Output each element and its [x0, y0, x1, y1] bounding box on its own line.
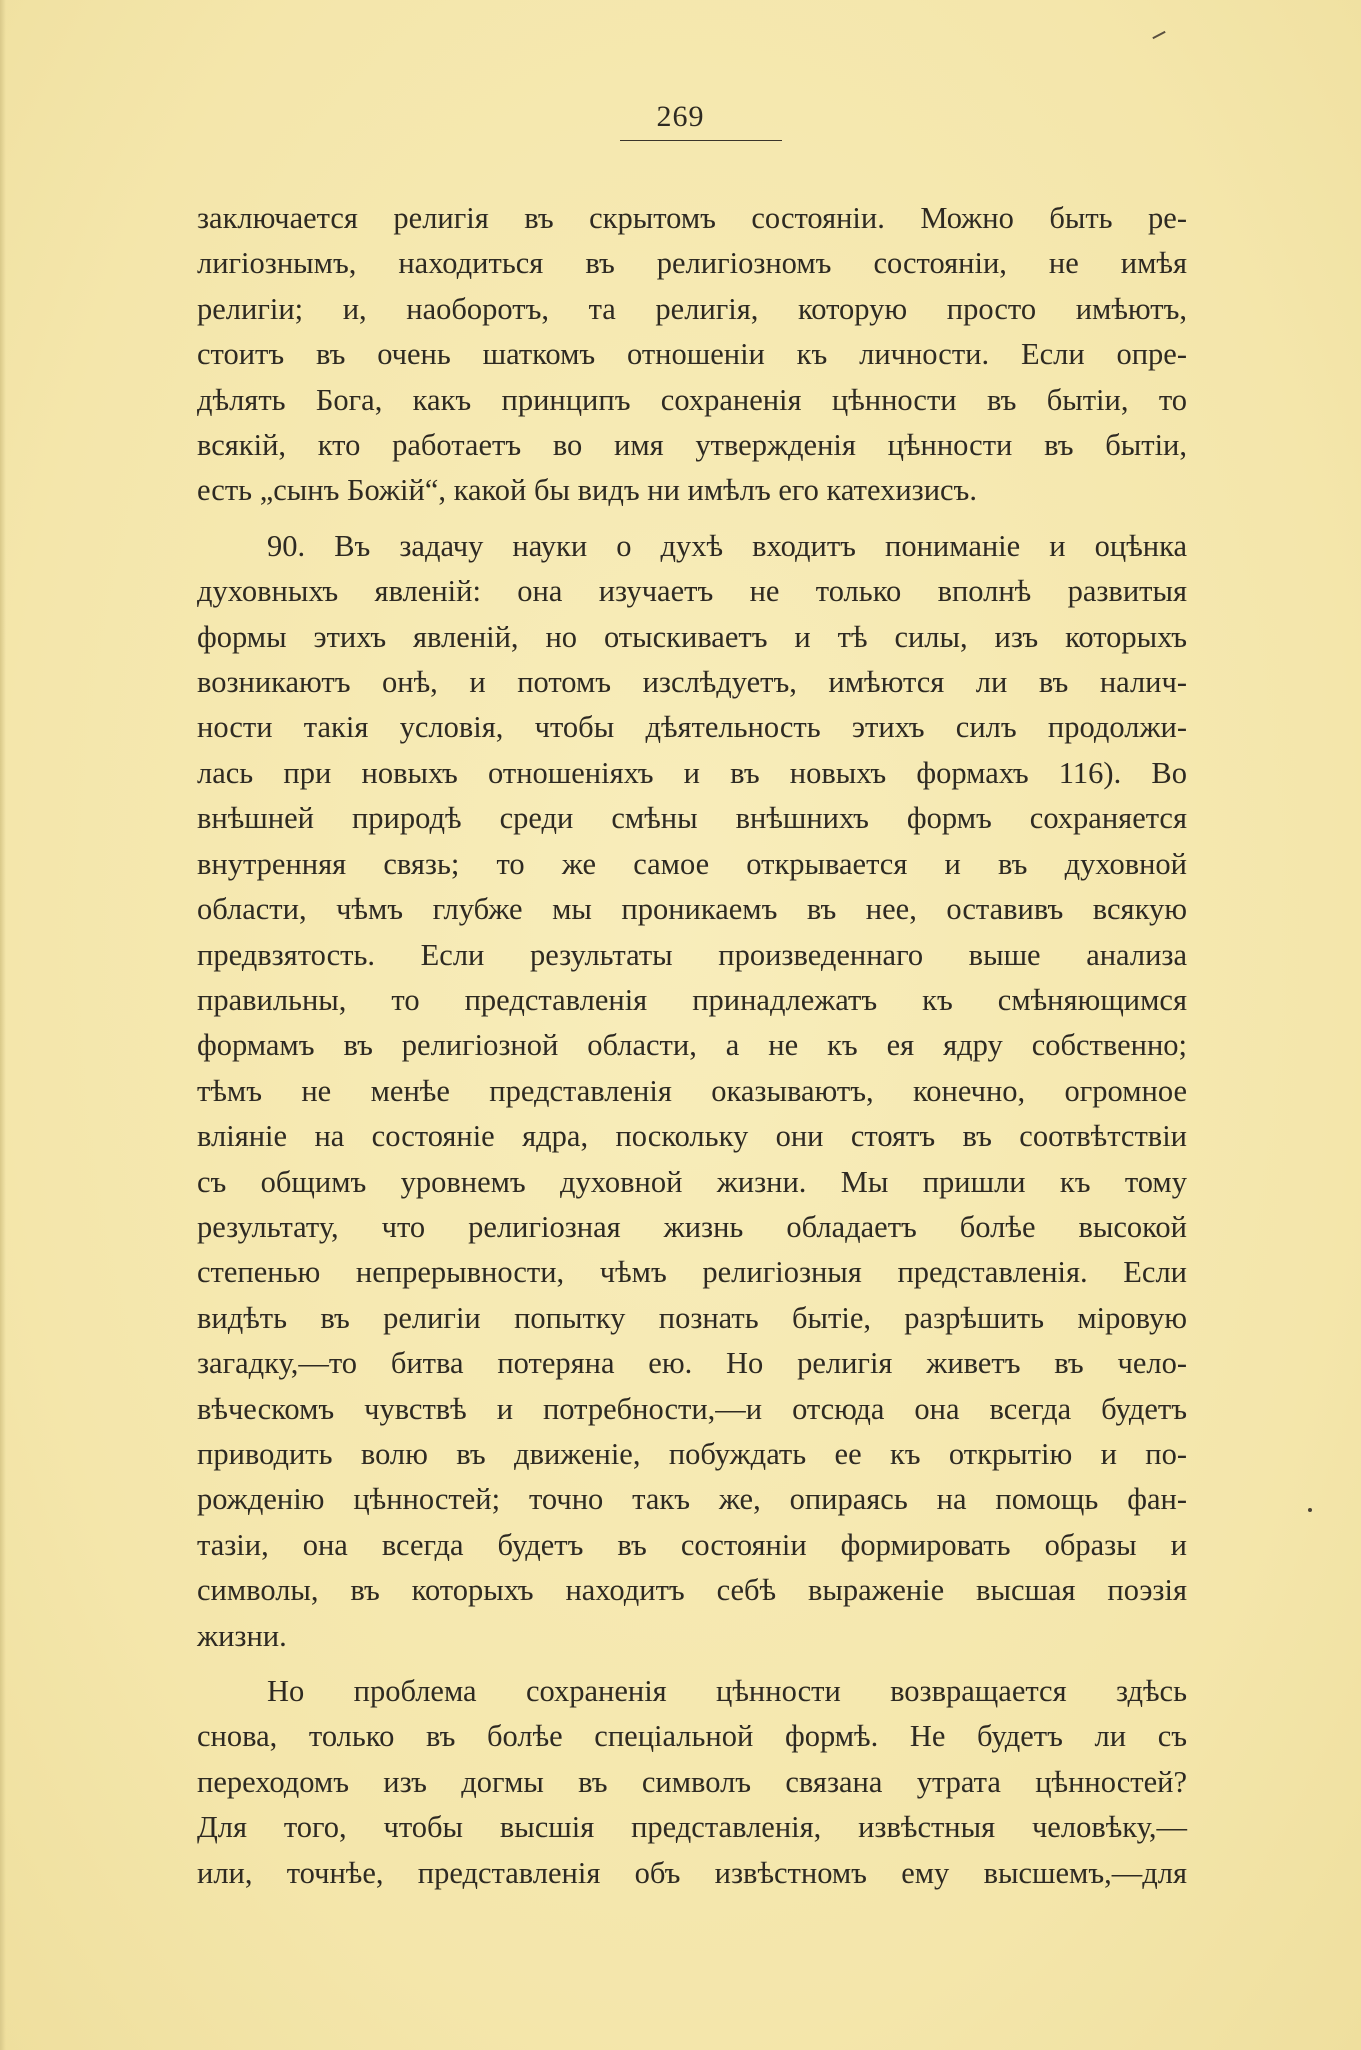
text-line: стоитъ въ очень шаткомъ отношеніи къ личности. Если опре-	[197, 337, 1187, 372]
text-line: возникаютъ онѣ, и потомъ изслѣдуетъ, имѣются ли въ налич-	[197, 665, 1187, 700]
text-line: результату, что религіозная жизнь обладаетъ болѣе высокой	[197, 1209, 1187, 1244]
text-line: Но проблема сохраненія цѣнности возвращается здѣсь	[267, 1674, 1187, 1708]
text-line: съ общимъ уровнемъ духовной жизни. Мы пришли къ тому	[197, 1164, 1187, 1199]
text-line: есть „сынъ Божій“, какой бы видъ ни имѣлъ его катехизисъ.	[197, 473, 977, 508]
text-line: 90. Въ задачу науки о духѣ входитъ пониманіе и оцѣнка	[267, 528, 1187, 563]
text-line: всякій, кто работаетъ во имя утвержденія цѣнности въ бытіи,	[197, 428, 1187, 463]
binding-edge	[0, 0, 6, 2050]
text-line: степенью непрерывности, чѣмъ религіозныя представленія. Если	[197, 1255, 1187, 1290]
text-line: Для того, чтобы высшія представленія, извѣстныя человѣку,—	[197, 1810, 1187, 1845]
paragraph	[197, 524, 1187, 1659]
text-line: видѣть въ религіи попытку познать бытіе, разрѣшить міровую	[197, 1300, 1187, 1335]
text-line: символы, въ которыхъ находитъ себѣ выраженіе высшая поэзія	[197, 1573, 1187, 1608]
text-line: снова, только въ болѣе спеціальной формѣ. Не будетъ ли съ	[197, 1719, 1187, 1754]
text-line: внутренняя связь; то же самое открывается и въ духовной	[197, 846, 1187, 881]
text-line: вѣческомъ чувствѣ и потребности,—и отсюда она всегда будетъ	[197, 1391, 1187, 1426]
text-line: ности такія условія, чтобы дѣятельность этихъ силъ продолжи-	[197, 710, 1187, 745]
ink-mark	[1152, 31, 1165, 39]
text-line: формамъ въ религіозной области, а не къ ея ядру собственно;	[197, 1028, 1187, 1063]
text-line: рожденію цѣнностей; точно такъ же, опираясь на помощь фан-	[197, 1482, 1187, 1517]
text-line: духовныхъ явленій: она изучаетъ не только вполнѣ развитыя	[197, 574, 1187, 609]
text-line: лигіознымъ, находиться въ религіозномъ состояніи, не имѣя	[197, 246, 1187, 281]
text-line: тазіи, она всегда будетъ въ состояніи формировать образы и	[197, 1527, 1187, 1562]
text-line: или, точнѣе, представленія объ извѣстномъ ему высшемъ,—для	[197, 1855, 1187, 1890]
text-line: дѣлять Бога, какъ принципъ сохраненія цѣнности въ бытіи, то	[197, 382, 1187, 417]
paragraph-gap	[197, 1659, 1187, 1669]
text-line: правильны, то представленія принадлежатъ къ смѣняющимся	[197, 982, 1187, 1017]
page-number: 269	[656, 100, 705, 133]
paragraph	[197, 1669, 1187, 1896]
text-line: области, чѣмъ глубже мы проникаемъ въ нее, оставивъ всякую	[197, 892, 1187, 927]
text-line: приводить волю въ движеніе, побуждать ее къ открытію и по-	[197, 1436, 1187, 1471]
text-line: лась при новыхъ отношеніяхъ и въ новыхъ формахъ 116). Во	[197, 755, 1187, 790]
page-number-rule	[620, 140, 782, 141]
paragraph-gap	[197, 514, 1187, 524]
text-line: тѣмъ не менѣе представленія оказываютъ, конечно, огромное	[197, 1073, 1187, 1108]
text-line: жизни.	[197, 1618, 287, 1653]
text-line: загадку,—то битва потеряна ею. Но религія живетъ въ чело-	[197, 1346, 1187, 1381]
body-text	[197, 196, 1187, 1896]
paragraph	[197, 196, 1187, 514]
text-line: формы этихъ явленій, но отыскиваетъ и тѣ силы, изъ которыхъ	[197, 619, 1187, 654]
text-line: вліяніе на состояніе ядра, поскольку они стоятъ въ соотвѣтствіи	[197, 1119, 1187, 1154]
text-line: внѣшней природѣ среди смѣны внѣшнихъ формъ сохраняется	[197, 801, 1187, 836]
text-line: предвзятость. Если результаты произведеннаго выше анализа	[197, 937, 1187, 972]
ink-speck	[1308, 1508, 1312, 1512]
text-line: заключается религія въ скрытомъ состояніи. Можно быть ре-	[197, 201, 1187, 235]
text-line: религіи; и, наоборотъ, та религія, которую просто имѣютъ,	[197, 291, 1187, 326]
text-line: переходомъ изъ догмы въ символъ связана утрата цѣнностей?	[197, 1764, 1187, 1799]
